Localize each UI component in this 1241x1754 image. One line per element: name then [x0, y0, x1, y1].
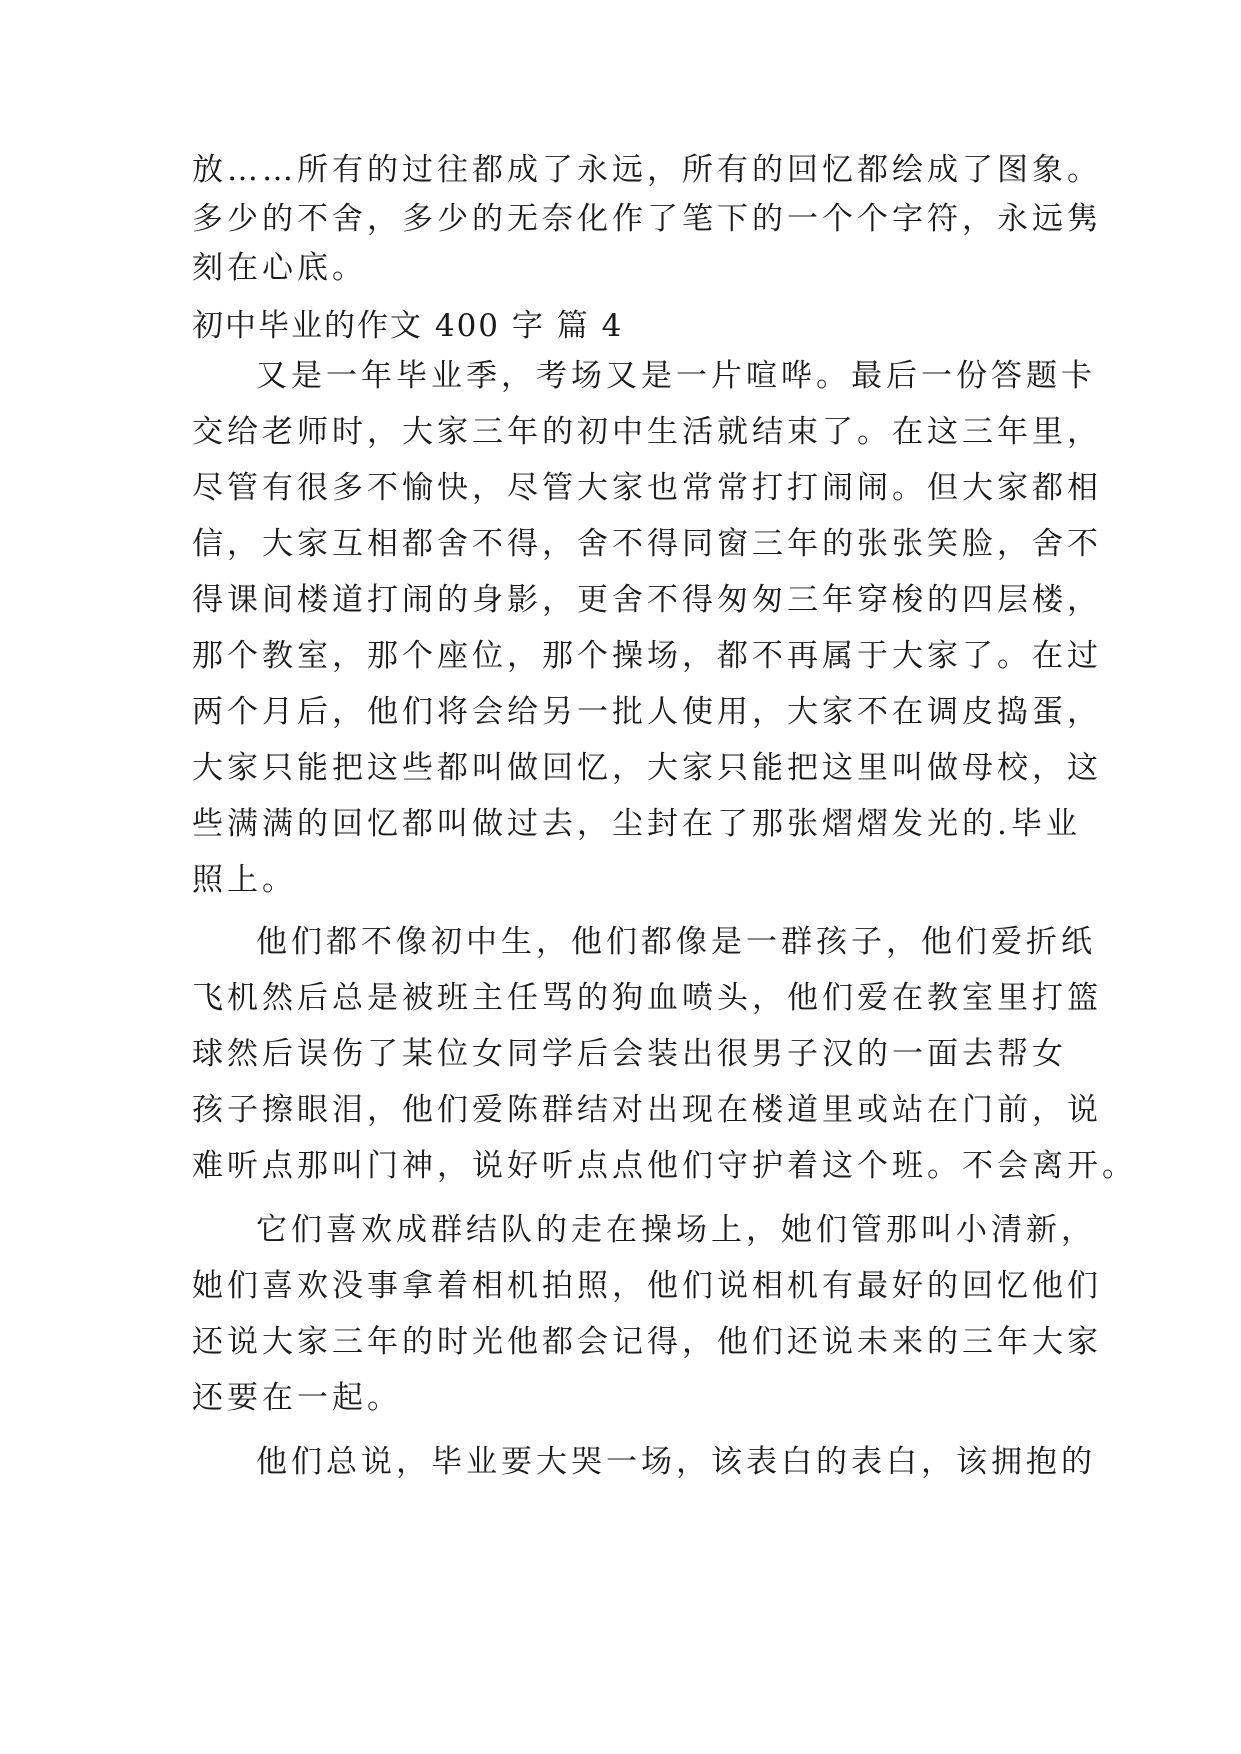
text-line: 难听点那叫门神，说好听点点他们守护着这个班。不会离开。 [192, 1148, 1137, 1184]
text-line: 他们总说，毕业要大哭一场，该表白的表白，该拥抱的 [256, 1444, 1096, 1480]
text-line: 放……所有的过往都成了永远，所有的回忆都绘成了图象。 [192, 152, 1102, 188]
text-line: 多少的不舍，多少的无奈化作了笔下的一个个字符，永远隽 [192, 201, 1102, 237]
text-line: 它们喜欢成群结队的走在操场上，她们管那叫小清新， [256, 1212, 1096, 1248]
text-line: 刻在心底。 [192, 250, 367, 286]
text-line: 还要在一起。 [192, 1380, 402, 1416]
text-line: 得课间楼道打闹的身影，更舍不得匆匆三年穿梭的四层楼， [192, 582, 1102, 618]
text-line: 些满满的回忆都叫做过去，尘封在了那张熠熠发光的.毕业 [192, 806, 1081, 842]
text-line: 照上。 [192, 862, 297, 898]
text-line: 飞机然后总是被班主任骂的狗血喷头，他们爱在教室里打篮 [192, 980, 1102, 1016]
text-line: 又是一年毕业季，考场又是一片喧哗。最后一份答题卡 [256, 358, 1096, 394]
text-line: 尽管有很多不愉快，尽管大家也常常打打闹闹。但大家都相 [192, 470, 1102, 506]
text-line: 他们都不像初中生，他们都像是一群孩子，他们爱折纸 [256, 924, 1096, 960]
text-line: 孩子擦眼泪，他们爱陈群结对出现在楼道里或站在门前，说 [192, 1092, 1102, 1128]
text-line: 信，大家互相都舍不得，舍不得同窗三年的张张笑脸，舍不 [192, 526, 1102, 562]
text-line: 那个教室，那个座位，那个操场，都不再属于大家了。在过 [192, 638, 1102, 674]
text-line: 球然后误伤了某位女同学后会装出很男子汉的一面去帮女 [192, 1036, 1067, 1072]
section-heading: 初中毕业的作文 400 字 篇 4 [192, 308, 624, 344]
text-line: 交给老师时，大家三年的初中生活就结束了。在这三年里， [192, 414, 1102, 450]
text-line: 还说大家三年的时光他都会记得，他们还说未来的三年大家 [192, 1324, 1102, 1360]
text-line: 她们喜欢没事拿着相机拍照，他们说相机有最好的回忆他们 [192, 1268, 1102, 1304]
text-line: 两个月后，他们将会给另一批人使用，大家不在调皮捣蛋， [192, 694, 1102, 730]
text-line: 大家只能把这些都叫做回忆，大家只能把这里叫做母校，这 [192, 750, 1102, 786]
